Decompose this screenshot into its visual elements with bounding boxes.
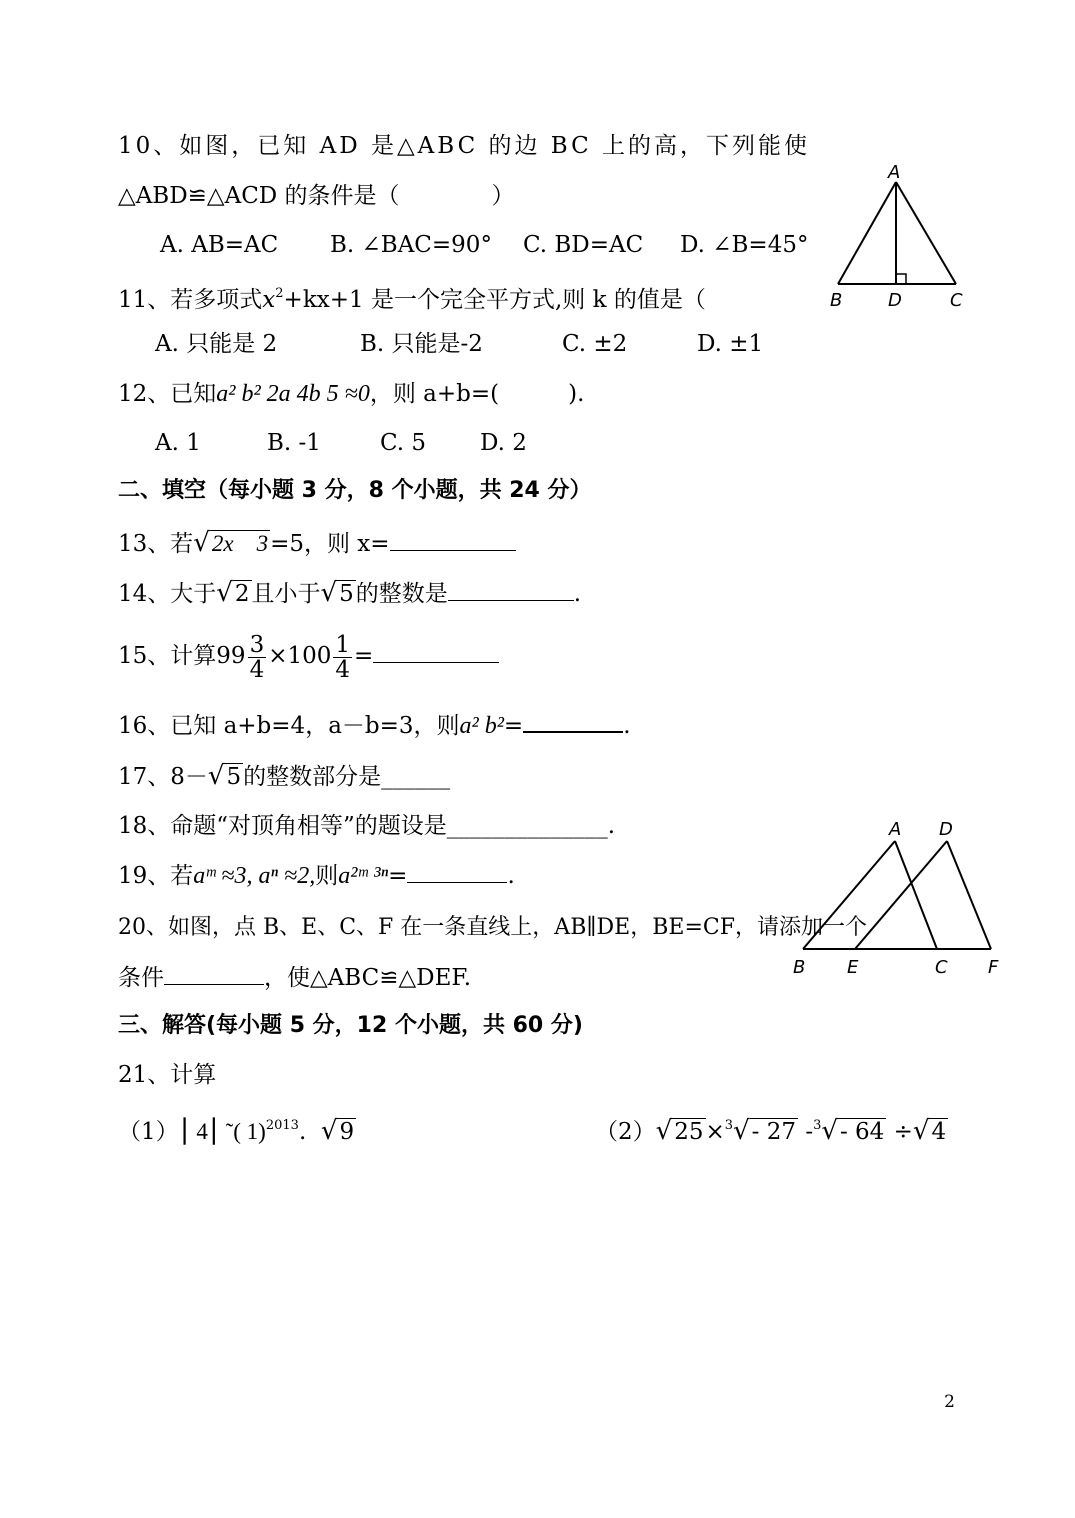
- fig2-label-e: E: [847, 957, 859, 978]
- q12-stem: 12、已知a² b² 2a 4b 5 ≈0，则 a+b=( ).: [118, 381, 585, 407]
- q11-option-d: D. ±1: [697, 331, 764, 357]
- two-triangles-figure: [785, 815, 1025, 985]
- q20-line2: 条件 ，使△ABC≌△DEF.: [118, 962, 471, 994]
- fig2-label-f: F: [988, 957, 999, 978]
- q11-stem: 11、若多项式$x^2+kx+1$ 是一个完全平方式,则 k 的值是（: [118, 286, 706, 313]
- sqrt-symbol: √: [193, 528, 210, 558]
- q21-title: 21、计算: [118, 1062, 217, 1088]
- section-2-heading: 二、填空（每小题 3 分，8 个小题，共 24 分）: [118, 478, 592, 503]
- q15-answer-blank: [373, 640, 499, 663]
- q12-option-b: B. -1: [267, 430, 321, 456]
- q19-answer-blank: [407, 860, 507, 883]
- q11-option-c: C. ±2: [562, 331, 628, 357]
- q19-stem: 19、若aᵐ ≈3, aⁿ ≈2,则a²ᵐ ³ⁿ= .: [118, 860, 515, 892]
- q11-option-b: B. 只能是-2: [360, 331, 483, 357]
- q10-line1: 10、如图，已知 AD 是△ABC 的边 BC 上的高，下列能使: [118, 133, 811, 159]
- q18-stem: 18、命题“对顶角相等”的题设是______________.: [118, 813, 616, 839]
- fig2-label-b: B: [793, 957, 806, 978]
- q13-answer-blank: [390, 528, 516, 551]
- fig1-label-c: C: [950, 290, 963, 311]
- q10-option-c: C. BD=AC: [523, 232, 644, 258]
- q20-line1: 20、如图，点 B、E、C、F 在一条直线上，AB∥DE，BE=CF，请添加一个: [118, 915, 867, 940]
- section-3-heading: 三、解答(每小题 5 分，12 个小题，共 60 分): [118, 1013, 583, 1038]
- fig2-label-a: A: [889, 819, 902, 840]
- q10-option-b: B. ∠BAC=90°: [330, 232, 492, 258]
- q21-part2: （2）√25×$^3$√- 27 -$^3$√- 64 ÷√4: [595, 1116, 947, 1146]
- q10-line2: △ABD≌△ACD 的条件是（ ）: [118, 183, 515, 209]
- q17-stem: 17、8－√5的整数部分是______: [118, 761, 451, 791]
- q12-option-a: A. 1: [155, 430, 201, 456]
- q16-stem: 16、已知 a+b=4，a－b=3，则a² b²= .: [118, 709, 631, 742]
- page-number: 2: [944, 1392, 955, 1412]
- q12-option-c: C. 5: [380, 430, 427, 456]
- fig1-label-a: A: [888, 162, 901, 183]
- q14-answer-blank: [448, 578, 574, 601]
- q20-answer-blank: [164, 962, 264, 985]
- q12-option-d: D. 2: [480, 430, 527, 456]
- fig1-label-d: D: [888, 290, 902, 311]
- q21-part1: （1）⎮ 4⎮ ˜( 1)$^{2013}$. √9: [118, 1116, 355, 1146]
- q16-answer-blank: [523, 709, 623, 733]
- q10-option-d: D. ∠B=45°: [680, 232, 809, 258]
- fig2-label-d: D: [939, 819, 953, 840]
- fig2-label-c: C: [935, 957, 948, 978]
- q11-option-a: A. 只能是 2: [155, 331, 278, 357]
- q10-option-a: A. AB=AC: [160, 232, 279, 258]
- q13-stem: 13、若√2x 3=5，则 x=: [118, 527, 516, 560]
- q15-stem: 15、计算99 $\frac{3}{4}$ ×100 $\frac{1}{4}$ =: [118, 628, 499, 684]
- triangle-altitude-figure: [820, 160, 980, 320]
- fig1-label-b: B: [830, 290, 843, 311]
- q14-stem: 14、大于√2且小于√5的整数是 .: [118, 578, 582, 608]
